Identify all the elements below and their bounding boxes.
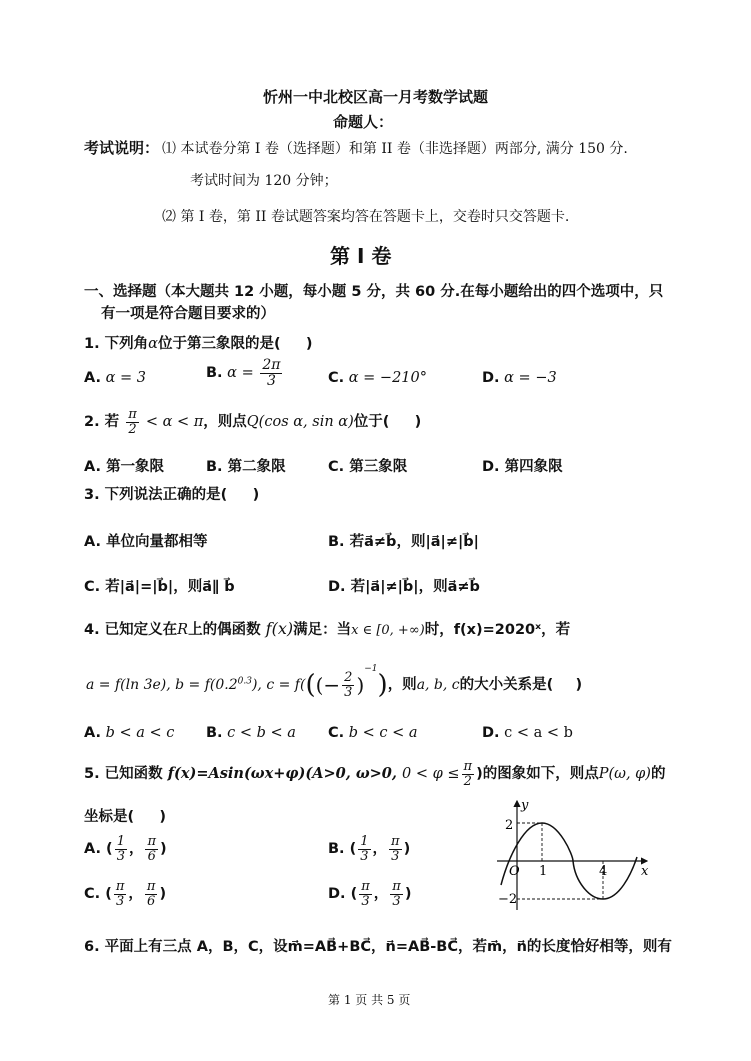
q2-option-c [328,455,407,476]
q1-option-a [84,370,146,386]
question-number: 1. [84,336,100,352]
fraction-numerator: π [146,879,156,894]
option-fraction [358,835,370,863]
formula: f(x)=2020ˣ [453,622,542,638]
fraction-denominator: 3 [344,684,353,700]
option-fraction [390,880,403,908]
option-label: A. [84,459,101,475]
page-footer: 第 1 页 共 5 页 [328,993,411,1007]
fraction-numerator: π [361,879,370,894]
fraction-numerator: 2π [262,357,281,373]
option-label: B. [206,459,223,475]
question-number: 4. [84,622,100,638]
exam-notes-label: 考试说明： [84,139,160,157]
option-label: B. [206,365,223,382]
option-text: α = 3 [105,370,146,386]
question-stem: 若 [104,414,120,431]
q4-line2: a = f(ln 3e), $b = f(0.2^{0.3})$, c = f(((− $\frac{2}{3}$ )$^{-1}$)，则a, b, c的大小关系是( ) [86,664,583,700]
question-stem: 坐标是( [84,809,135,825]
option-text: 第三象限 [349,459,408,475]
option-fraction [114,880,127,908]
fraction-denominator: 3 [392,893,401,909]
fraction-denominator: 6 [147,893,156,909]
q4-math-a: a = f(ln 3e), b = f(0.2 [86,677,238,693]
q5-point: P(ω, φ) [598,766,651,783]
section-heading-line1: 一、选择题（本大题共 12 小题，每小题 5 分，共 60 分.在每小题给出的四个选项中，只 [84,284,664,300]
fraction-numerator: π [463,759,473,774]
option-fraction [260,358,282,388]
question-stem: 下列说法正确的是( [104,487,228,503]
question-stem: ，若 [541,622,571,638]
option-text: 若a⃗≠b⃗，则|a⃗|≠|b⃗| [349,534,479,550]
option-fraction [145,880,158,908]
question-2 [84,408,421,436]
fraction-numerator: π [115,879,125,894]
fraction-denominator: 2 [463,773,472,789]
q2-option-b [206,455,286,476]
q1-option-d [482,370,557,386]
option-text: c < a < b [504,725,573,741]
set-r: R [177,622,189,638]
question-3 [84,483,259,504]
q4-inner-exponent: −1 [364,664,378,674]
answer-paren: ) [159,809,167,825]
q2-option-d [482,455,563,476]
q2-option-a [84,455,164,476]
q2-condition: < α < π [145,414,204,431]
x-axis-label: x [641,864,649,879]
y-axis-label: y [521,798,529,813]
option-text: b < a < c [105,725,175,741]
section-heading-line2: 有一项是符合题目要求的） [101,306,275,322]
q5-option-d: D. ( $\frac{\pi}{3}$ ， $\frac{\pi}{3}$ ) [328,879,412,909]
q3-option-c [84,575,235,596]
volume-title: 第 I 卷 [330,244,392,268]
q1-option-b [206,358,284,388]
q5-option-b: B. ( $\frac{1}{3}$ ， $\frac{\pi}{3}$ ) [328,834,411,864]
option-label: A. [84,725,101,741]
q4-exponent: 0.3 [237,676,252,687]
option-fraction [115,835,127,863]
option-label: B. [328,841,345,858]
answer-paren: ) [252,487,260,503]
q2-point: Q(cos α, sin α) [246,414,354,431]
fraction-numerator: π [392,879,401,894]
option-label: D. [328,579,346,595]
question-5 [84,760,665,788]
question-stem: 的图象如下，则点 [482,766,599,783]
q1-option-c [328,370,427,386]
question-number: 3. [84,487,100,503]
question-stem: 下列角 [104,336,149,352]
q5-cond-close: ) [476,766,483,783]
question-number: 2. [84,414,100,431]
question-stem: 时， [424,622,454,638]
option-label: C. [328,459,345,475]
function-fx: f(x) [265,619,294,638]
q4-option-d [482,725,573,741]
option-text: b < c < a [348,725,418,741]
q5-fraction [462,760,475,788]
q4-abc: a, b, c [416,677,460,693]
option-label: B. [328,534,345,550]
fraction-denominator: 3 [266,372,276,389]
option-text: α = [227,365,254,382]
option-label: B. [206,725,223,741]
question-number: 6. [84,939,100,955]
option-label: C. [328,725,345,741]
question-4 [84,618,570,639]
option-text: 第一象限 [106,459,165,475]
big-paren-close: ) [377,670,388,700]
question-stem: 上的偶函数 [188,622,261,638]
option-text: α = −210° [348,370,428,386]
page-title: 忻州一中北校区高一月考数学试题 [263,88,489,106]
option-text: 若|a⃗|≠|b⃗|，则a⃗≠b⃗ [350,579,480,595]
origin-label: O [509,864,520,879]
q4-option-b [206,725,296,741]
domain: x ∈ [0, +∞) [351,623,425,638]
q5-function: f(x)=Asin(ωx+φ)(A>0, ω>0, [167,765,397,783]
question-stem: 位于第三象限的是( [157,336,281,352]
answer-paren: ) [575,677,583,693]
q5-option-c: C. ( $\frac{\pi}{3}$ ， $\frac{\pi}{6}$ ) [84,879,167,909]
fraction-numerator: π [391,834,400,849]
tick-4-label: 4 [599,864,608,879]
question-stem: 平面上有三点 A，B，C，设m⃗=AB⃗+BC⃗，n⃗=AB⃗-BC⃗，若m⃗，n⃗的长度恰好相等，则有 [104,939,672,955]
option-label: A. [84,841,101,858]
q5-line2 [84,805,166,826]
option-label: D. [482,725,500,741]
fraction-numerator: 1 [360,834,369,849]
sine-graph [495,795,655,915]
question-stem: 位于( [353,414,390,431]
option-fraction [145,835,158,863]
option-text: 单位向量都相等 [106,534,208,550]
question-stem: 满足：当 [293,622,352,638]
y-min-label: −2 [498,892,518,907]
question-stem: ，则点 [203,414,247,431]
question-stem: 的大小关系是( [459,677,554,693]
question-6 [84,935,672,956]
q4-option-a [84,725,174,741]
fraction-numerator: 2 [344,669,353,685]
fraction-denominator: 3 [360,848,369,864]
option-label: C. [328,370,345,386]
option-text: 第二象限 [227,459,286,475]
q4-math-b: ), c = f( [251,677,306,693]
fraction-denominator: 6 [147,848,156,864]
q5-option-a: A. ( $\frac{1}{3}$ ， $\frac{\pi}{6}$ ) [84,834,167,864]
option-label: C. [84,886,101,903]
q3-option-a [84,530,208,551]
fraction-denominator: 3 [361,893,370,909]
option-label: D. [482,370,500,386]
big-paren-open: ( [305,670,316,700]
q4-option-c [328,725,418,741]
alpha-symbol: α [148,336,158,352]
answer-paren: ) [414,414,422,431]
question-number: 5. [84,766,100,783]
option-fraction [359,880,372,908]
fraction-numerator: 1 [116,834,125,849]
option-label: A. [84,534,101,550]
fraction-denominator: 3 [116,848,125,864]
tick-1-label: 1 [539,864,548,879]
question-stem: 的 [650,766,666,783]
option-text: c < b < a [227,725,296,741]
option-label: A. [84,370,101,386]
option-text: α = −3 [504,370,557,386]
exam-note-1b: 考试时间为 120 分钟； [190,173,338,189]
option-label: D. [482,459,500,475]
option-label: D. [328,886,346,903]
answer-paren: ) [305,336,313,352]
q3-option-d [328,575,480,596]
question-stem: ，则 [387,677,417,693]
fraction-denominator: 3 [115,893,125,909]
y-max-label: 2 [505,818,514,833]
option-text: 若|a⃗|=|b⃗|，则a⃗∥ b⃗ [105,579,235,595]
fraction-numerator: π [128,407,137,422]
exam-note-1: ⑴ 本试卷分第 I 卷（选择题）和第 II 卷（非选择题）两部分, 满分 150 分. [162,141,628,157]
fraction-denominator: 2 [128,421,137,437]
q5-cond: 0 < φ ≤ [402,766,460,783]
fraction-denominator: 3 [391,848,400,864]
question-stem: 已知定义在 [104,622,178,638]
question-1 [84,332,313,353]
exam-note-2: ⑵ 第 I 卷，第 II 卷试题答案均答在答题卡上，交卷时只交答题卡. [162,209,570,225]
q3-option-b [328,530,479,551]
option-label: C. [84,579,101,595]
option-fraction [389,835,402,863]
fraction-numerator: π [147,834,157,849]
author-label: 命题人： [333,113,394,131]
q4-inner-fraction [342,671,354,699]
question-stem: 已知函数 [104,766,163,783]
q2-fraction [126,408,139,436]
option-text: 第四象限 [504,459,563,475]
